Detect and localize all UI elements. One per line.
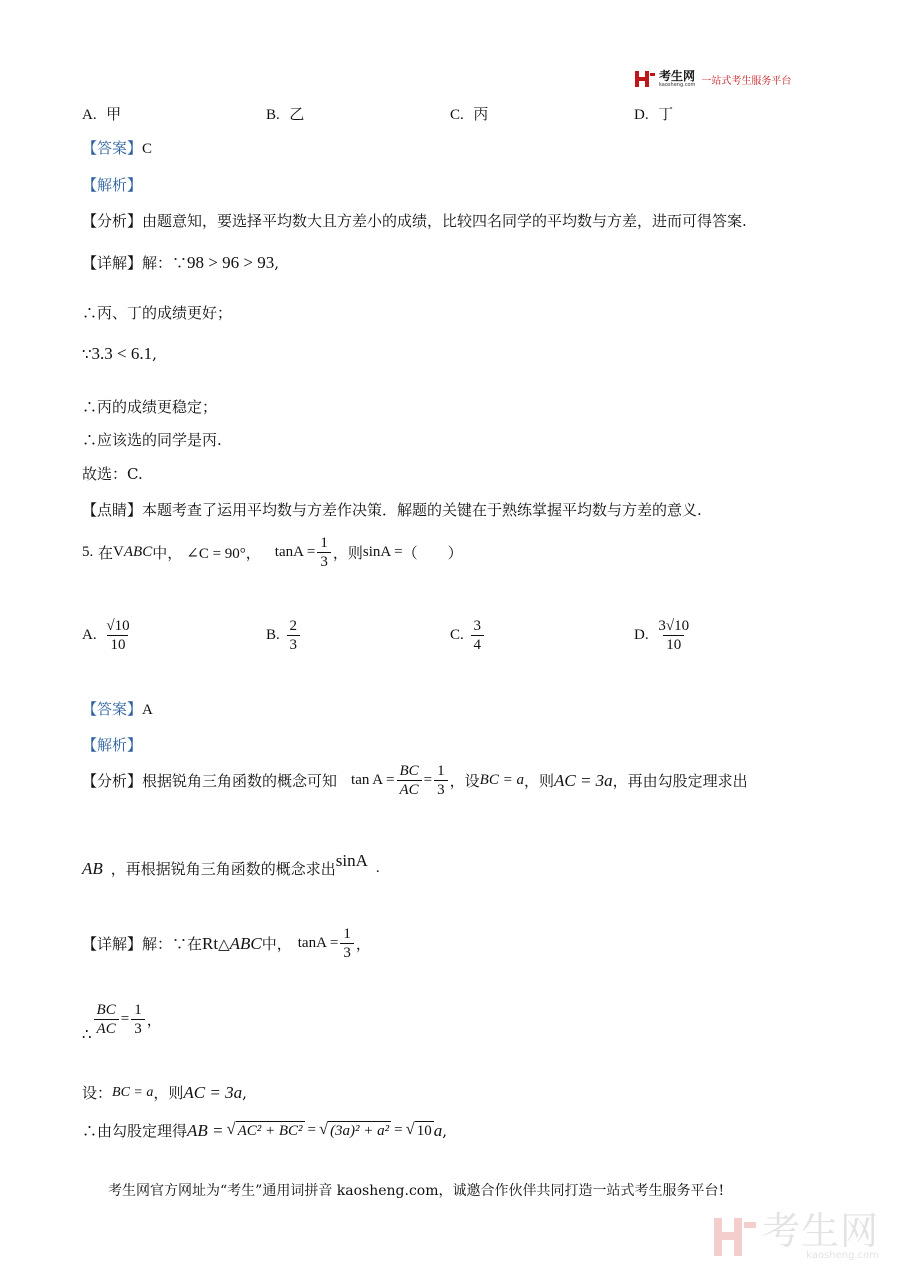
q5-fenxi-line1: 【分析】 根据锐角三角函数的概念可知 tan A = $\frac{BC}{AC}$ = $\frac{1}{3}$ ，设 BC = a ，则 AC = 3a ，再由勾股定理求出 xyxy=(82,763,748,798)
q5-option-b: B. $\frac{2}{3}$ xyxy=(266,618,302,654)
q4-line6: 故选：C. xyxy=(82,465,143,483)
logo-name: 考生网 xyxy=(659,69,696,83)
q4-detail: 【详解】解：∵98 > 96 > 93, xyxy=(82,253,279,272)
footer-text: 考生网官方网址为“考生”通用词拼音 kaosheng.com，诚邀合作伙伴共同打造一站式考生服务平台! xyxy=(108,1183,725,1199)
q5-answer: 【答案】A xyxy=(82,700,153,718)
q5-stem: 5. 在 V ABC 中， ∠C = 90°， tanA = $\frac{1}{3}$ ，则 sinA = （ ） xyxy=(82,535,463,570)
q4-option-b: B. 乙 xyxy=(266,105,305,123)
q5-detail-line2: ∴ $\frac{BC}{AC}$ = $\frac{1}{3}$ ， xyxy=(82,1002,162,1043)
logo-url: kaosheng.com xyxy=(659,82,696,88)
q4-dianjing: 【点睛】本题考查了运用平均数与方差作决策．解题的关键在于熟练掌握平均数与方差的意义. xyxy=(82,501,702,519)
q5-option-a: A. $\frac{√10}{10}$ xyxy=(82,618,130,653)
kaosheng-logo-icon xyxy=(634,70,656,88)
q4-fenxi: 【分析】由题意知，要选择平均数大且方差小的成绩，比较四名同学的平均数与方差，进而可得答案. xyxy=(82,212,747,230)
q5-option-c: C. $\frac{3}{4}$ xyxy=(450,618,486,654)
q5-fenxi-line2: AB ，再根据锐角三角函数的概念求出 sinA . xyxy=(82,850,380,878)
watermark-logo-icon xyxy=(712,1214,758,1260)
q4-line3: ∵3.3 < 6.1, xyxy=(82,344,157,363)
q4-answer: 【答案】C xyxy=(82,139,153,157)
watermark: 考生网 kaosheng.com xyxy=(712,1212,879,1261)
q4-option-d: D. 丁 xyxy=(634,105,674,123)
q4-analysis-tag: 【解析】 xyxy=(82,176,143,194)
q4-line4: ∴丙的成绩更稳定； xyxy=(82,398,218,416)
q5-detail-line3: 设： BC = a ，则 AC = 3a , xyxy=(82,1082,247,1102)
answer-tag: 【答案】 xyxy=(82,139,143,157)
q5-detail-line4: ∴由勾股定理得 AB = √ AC² + BC² = √ (3a)² + a² = √ 10 a , xyxy=(82,1119,447,1140)
q5-analysis-tag: 【解析】 xyxy=(82,736,143,754)
q5-detail-line1: 【详解】 解：∵在 Rt △ ABC 中， tanA = $\frac{1}{3}$ ， xyxy=(82,926,371,961)
header-logo xyxy=(634,70,791,88)
q4-option-c: C. 丙 xyxy=(450,105,489,123)
q4-line5: ∴应该选的同学是丙. xyxy=(82,431,222,449)
q4-option-a: A. 甲 xyxy=(82,105,122,123)
q5-option-d: D. $\frac{3√10}{10}$ xyxy=(634,618,690,653)
q4-line2: ∴丙、丁的成绩更好； xyxy=(82,304,233,322)
logo-slogan: 一站式考生服务平台 xyxy=(701,75,792,87)
